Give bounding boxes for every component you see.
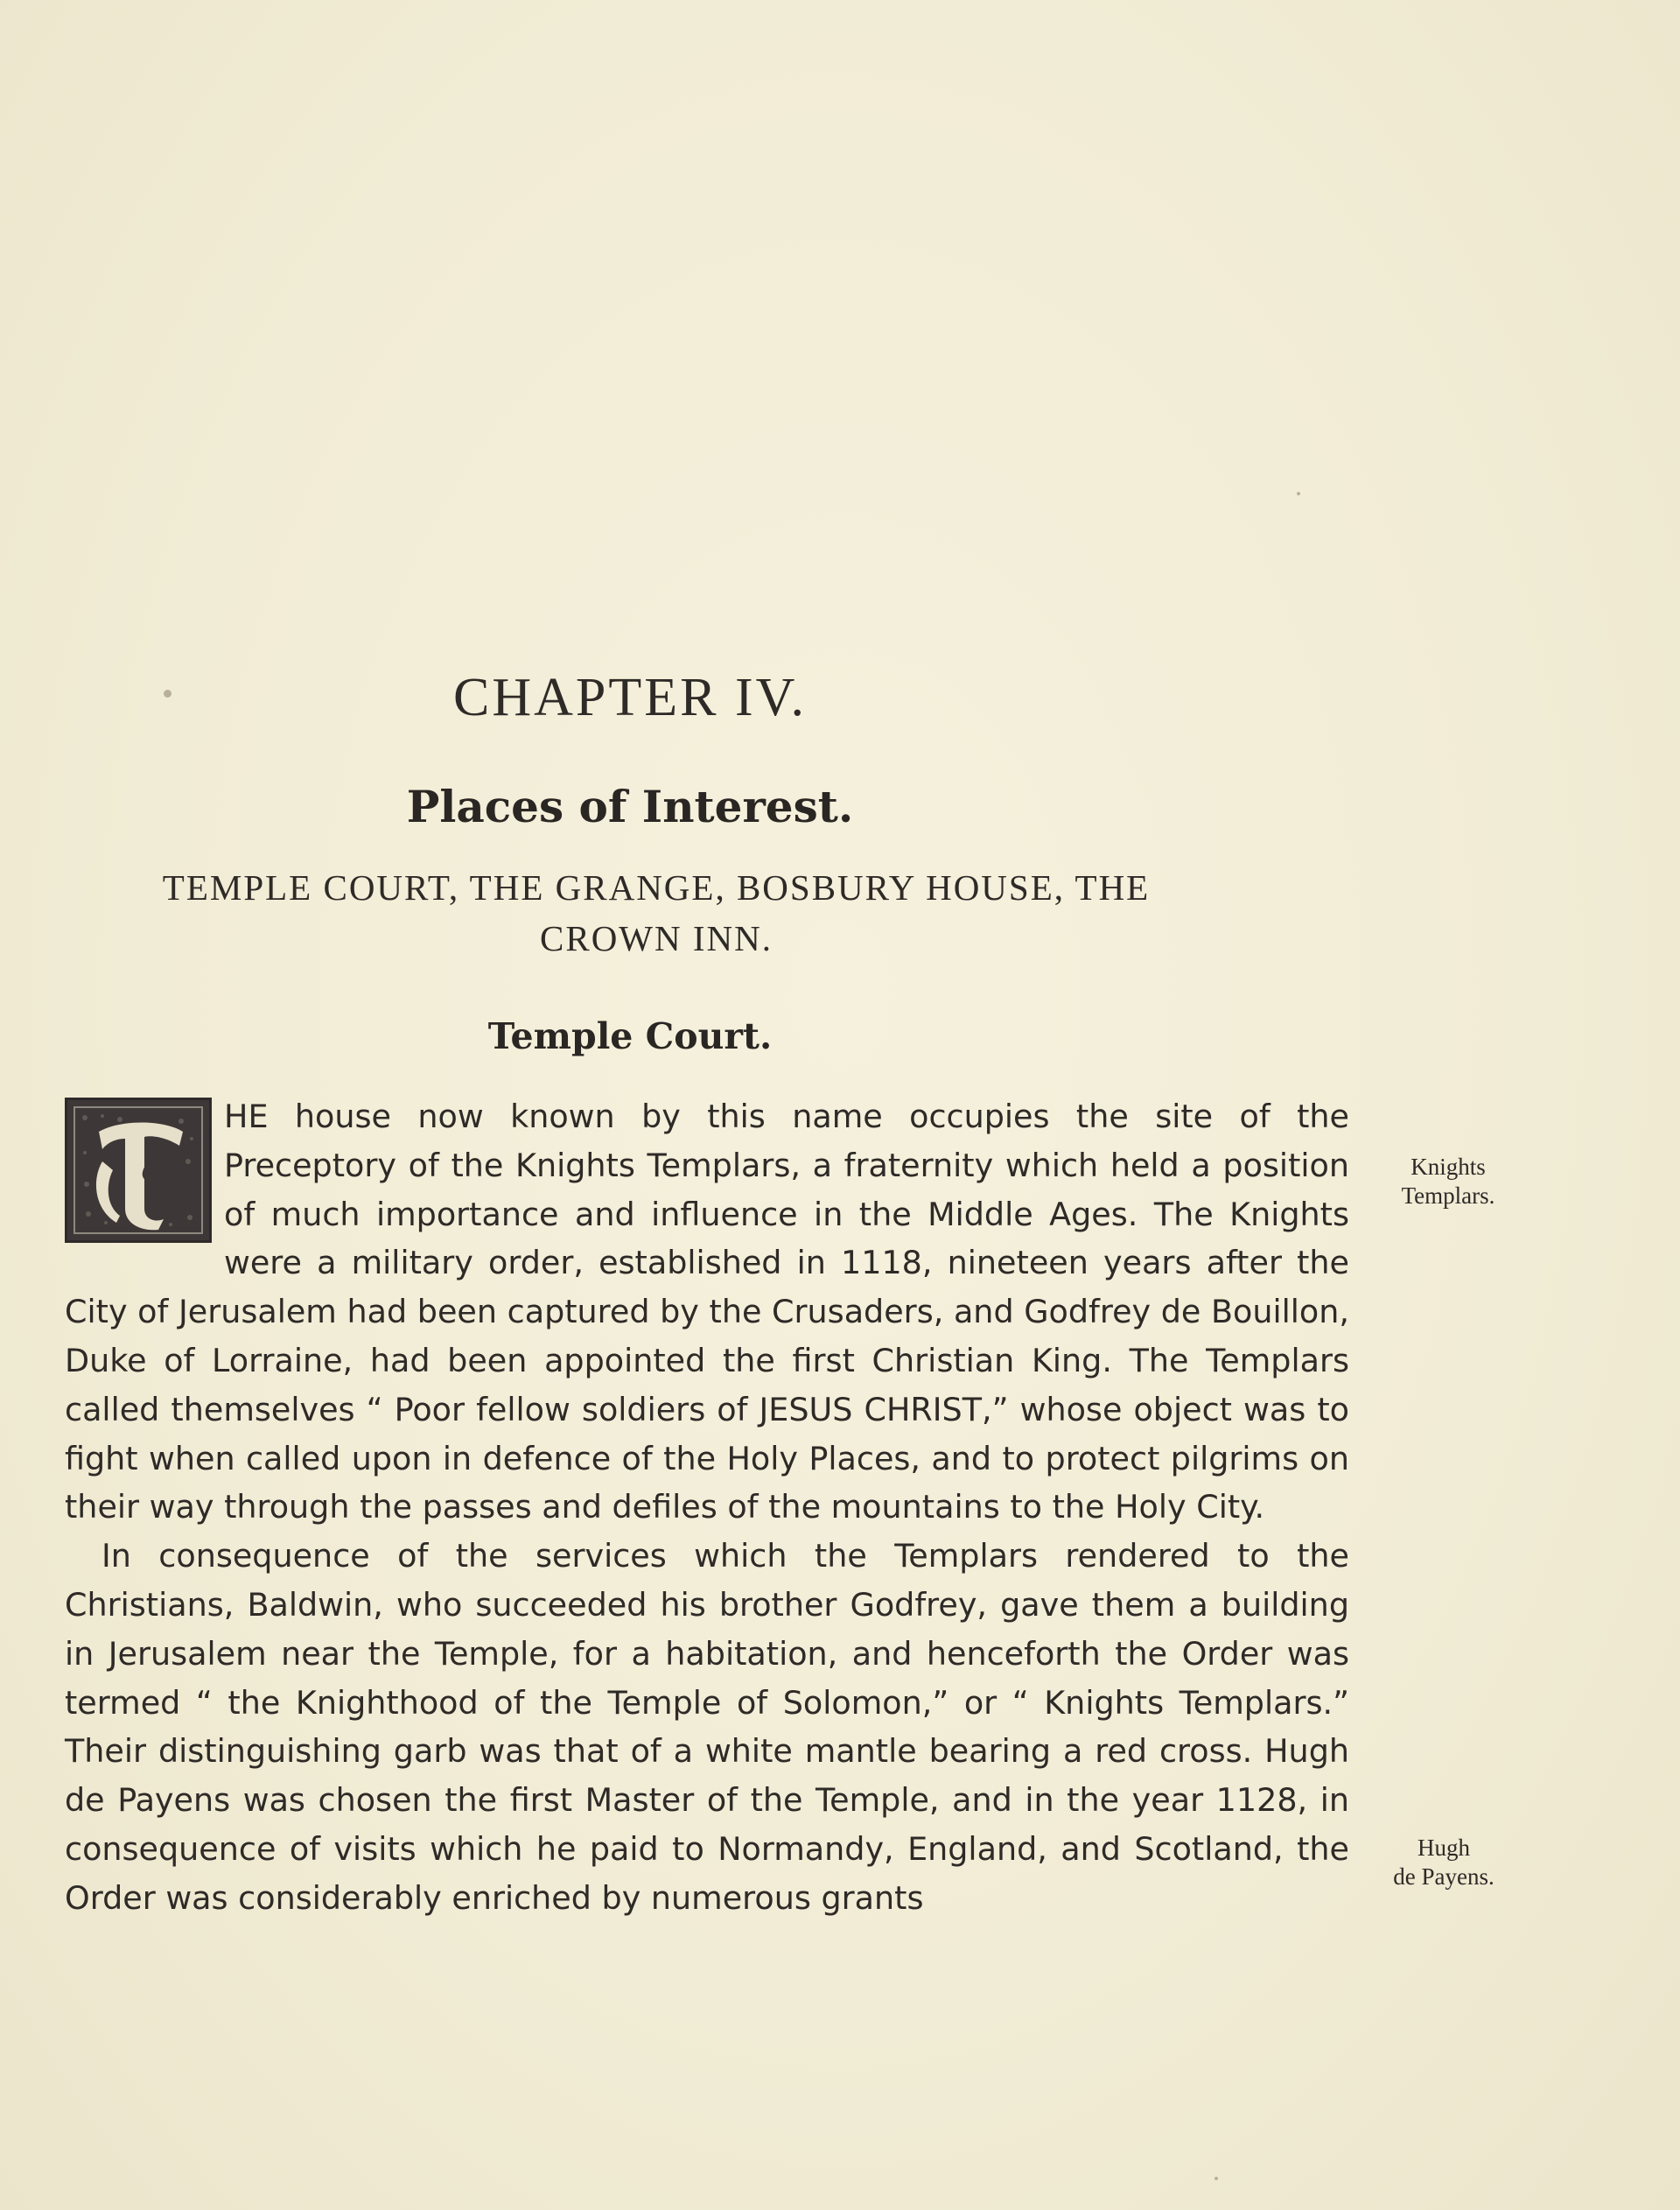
side-note-line: Knights [1410,1154,1486,1180]
side-note-line: de Payens. [1393,1863,1494,1890]
paper-speck [1214,2177,1218,2180]
subtitle-line-2: CROWN INN. [540,918,773,958]
chapter-title: CHAPTER IV. [453,668,807,727]
paragraph-2: In consequence of the services which the Templars rendered to the Christians, Baldwin, who succeeded his brother Godfrey, gave them a building in Jerusalem near the Temple, for a habitation, and henceforth the Order was termed “ the Knighthood of the Temple of Solomon,” or “ Knights Templars.” Their distinguishing garb was that of a white mantle bearing a red cross. Hugh de Payens was chosen the first Master of the Temple, and in the year 1128, in consequence of visits which he paid to Normandy, England, and Scotland, the Order was considerably enriched by numerous grants [65,1537,1349,1917]
side-note-hugh-de-payens [1361,1834,1527,1891]
subtitle-line-1: TEMPLE COURT, THE GRANGE, BOSBURY HOUSE, THE [162,867,1151,908]
paragraph-1: HE house now known by this name occupies the site of the Preceptory of the Knights Templars, a fraternity which held a position of much importance and influence in the Middle Ages. The Knights were a military order, established in 1118, nineteen years after the City of Jerusalem had been captured by the Crusaders, and Godfrey de Bouillon, Duke of Lorraine, had been appointed the first Christian King. The Templars called themselves “ Poor fellow soldiers of JESUS CHRIST,” whose object was to fight when called upon in defence of the Holy Places, and to protect pilgrims on their way through the passes and defiles of the mountains to the Holy City. [65,1098,1349,1526]
section-heading: Places of Interest. [406,781,854,832]
body-text [65,1092,1349,1923]
drop-cap-ornament [65,1098,212,1243]
side-note-line: Hugh [1418,1835,1470,1861]
side-note-line: Templars. [1401,1182,1495,1209]
sub-heading: Temple Court. [487,1015,773,1057]
paper-speck [1297,492,1300,495]
side-note-knights-templars [1369,1153,1527,1210]
drop-cap-letter-icon [67,1100,209,1240]
chapter-subtitle [88,862,1225,964]
